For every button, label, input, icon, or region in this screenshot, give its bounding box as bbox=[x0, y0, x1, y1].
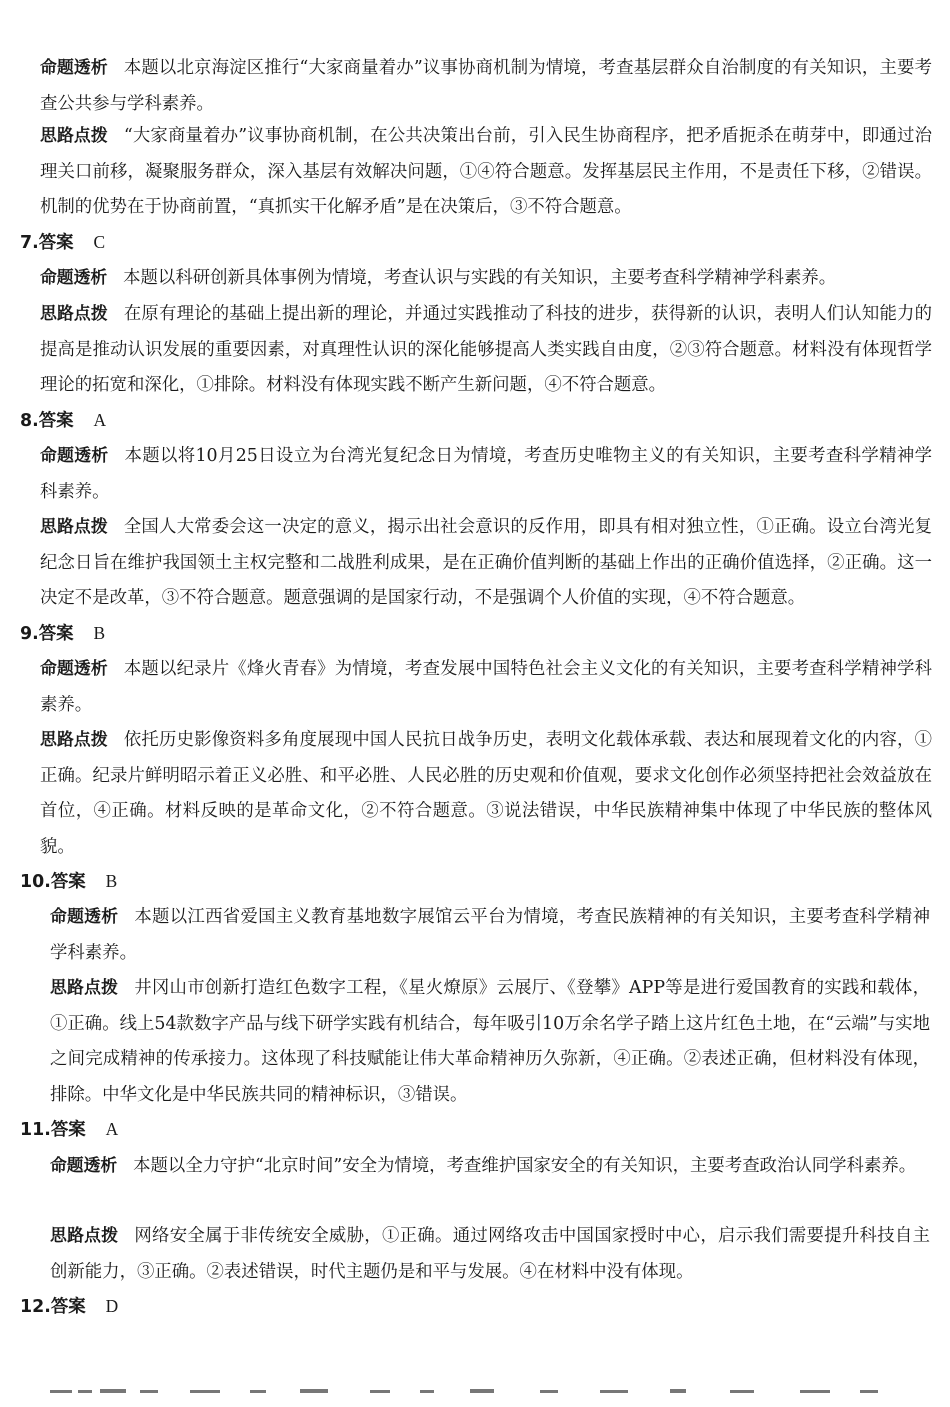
silu-text: 全国人大常委会这一决定的意义，揭示出社会意识的反作用，即具有相对独立性，①正确。设立台湾光复纪念日旨在维护我国领土主权完整和二战胜利成果，是在正确价值判断的基础上作出的正确价值选择，②正确。这一决定不是改革，③不符合题意。题意强调的是国家行动，不是强调个人价值的实现，④不符合题意。 bbox=[40, 517, 932, 609]
answer-label: 答案 bbox=[38, 233, 74, 253]
item-number: 8. bbox=[20, 411, 39, 431]
answer-value: D bbox=[105, 1296, 119, 1316]
item-number: 12. bbox=[20, 1297, 51, 1317]
item-number: 7. bbox=[20, 233, 39, 253]
intro-mingti bbox=[40, 50, 932, 122]
answer-value: C bbox=[93, 232, 106, 252]
mingti-label: 命题透析 bbox=[50, 1155, 118, 1175]
item-8-silu bbox=[40, 509, 932, 617]
mingti-text: 本题以北京海淀区推行“大家商量着办”议事协商机制为情境，考查基层群众自治制度的有关知识，主要考查公共参与学科素养。 bbox=[40, 58, 932, 114]
mingti-text: 本题以科研创新具体事例为情境，考查认识与实践的有关知识，主要考查科学精神学科素养。 bbox=[123, 268, 837, 288]
item-11-mingti bbox=[50, 1148, 930, 1185]
answer-value: B bbox=[105, 871, 118, 891]
silu-text: 井冈山市创新打造红色数字工程，《星火燎原》云展厅、《登攀》APP等是进行爱国教育的实践和载体，①正确。线上54款数字产品与线下研学实践有机结合，每年吸引10万余名学子踏上这片红色土地，在“云端”与实地之间完成精神的传承接力。这体现了科技赋能让伟大革命精神历久弥新，④正确。②表述正确，但材料没有体现，排除。中华文化是中华民族共同的精神标识，③错误。 bbox=[50, 978, 930, 1105]
answer-value: B bbox=[93, 623, 106, 643]
item-10-silu bbox=[50, 970, 930, 1113]
item-10-mingti bbox=[50, 899, 930, 971]
silu-text: 在原有理论的基础上提出新的理论，并通过实践推动了科技的进步，获得新的认识，表明人们认知能力的提高是推动认识发展的重要因素，对真理性认识的深化能够提高人类实践自由度，②③符合题意。材料没有体现哲学理论的拓宽和深化，①排除。材料没有体现实践不断产生新问题，④不符合题意。 bbox=[40, 304, 932, 396]
answer-label: 答案 bbox=[38, 411, 74, 431]
silu-label: 思路点拨 bbox=[40, 729, 108, 749]
silu-label: 思路点拨 bbox=[40, 516, 108, 536]
item-7-silu bbox=[40, 296, 932, 404]
mingti-text: 本题以全力守护“北京时间”安全为情境，考查维护国家安全的有关知识，主要考查政治认同学科素养。 bbox=[133, 1156, 917, 1176]
item-9-mingti bbox=[40, 651, 932, 723]
answer-line-8 bbox=[20, 403, 106, 440]
silu-label: 思路点拨 bbox=[50, 977, 119, 997]
answer-line-12 bbox=[20, 1289, 118, 1326]
item-8-mingti bbox=[40, 438, 932, 510]
mingti-label: 命题透析 bbox=[40, 267, 108, 287]
silu-label: 思路点拨 bbox=[50, 1225, 119, 1245]
silu-text: 依托历史影像资料多角度展现中国人民抗日战争历史，表明文化载体承载、表达和展现着文化的内容，①正确。纪录片鲜明昭示着正义必胜、和平必胜、人民必胜的历史观和价值观，要求文化创作必须坚持把社会效益放在首位，④正确。材料反映的是革命文化，②不符合题意。③说法错误，中华民族精神集中体现了中华民族的整体风貌。 bbox=[40, 730, 932, 857]
item-number: 9. bbox=[20, 624, 39, 644]
answer-line-11 bbox=[20, 1112, 118, 1149]
answer-line-9 bbox=[20, 616, 105, 653]
silu-text: 网络安全属于非传统安全威胁，①正确。通过网络攻击中国国家授时中心，启示我们需要提升科技自主创新能力，③正确。②表述错误，时代主题仍是和平与发展。④在材料中没有体现。 bbox=[50, 1226, 930, 1282]
answer-value: A bbox=[93, 410, 107, 430]
item-7-mingti bbox=[40, 260, 932, 297]
silu-label: 思路点拨 bbox=[40, 125, 108, 145]
item-number: 10. bbox=[20, 872, 51, 892]
item-9-silu bbox=[40, 722, 932, 865]
page-cut-edge bbox=[40, 1380, 910, 1396]
answer-label: 答案 bbox=[38, 624, 74, 644]
truncated-text-strokes bbox=[40, 1380, 910, 1396]
item-11-silu bbox=[50, 1218, 930, 1290]
silu-label: 思路点拨 bbox=[40, 303, 108, 323]
mingti-label: 命题透析 bbox=[40, 658, 108, 678]
mingti-text: 本题以江西省爱国主义教育基地数字展馆云平台为情境，考查民族精神的有关知识，主要考查科学精神学科素养。 bbox=[50, 907, 930, 963]
answer-line-7 bbox=[20, 225, 105, 262]
silu-text: “大家商量着办”议事协商机制，在公共决策出台前，引入民生协商程序，把矛盾扼杀在萌芽中，即通过治理关口前移，凝聚服务群众，深入基层有效解决问题，①④符合题意。发挥基层民主作用，不是责任下移，②错误。机制的优势在于协商前置，“真抓实干化解矛盾”是在决策后，③不符合题意。 bbox=[40, 126, 932, 218]
mingti-label: 命题透析 bbox=[50, 906, 119, 926]
answer-label: 答案 bbox=[50, 1297, 86, 1317]
item-number: 11. bbox=[20, 1120, 51, 1140]
answer-line-10 bbox=[20, 864, 117, 901]
answer-label: 答案 bbox=[50, 872, 86, 892]
intro-silu bbox=[40, 118, 932, 226]
mingti-label: 命题透析 bbox=[40, 445, 109, 465]
mingti-text: 本题以纪录片《烽火青春》为情境，考查发展中国特色社会主义文化的有关知识，主要考查科学精神学科素养。 bbox=[40, 659, 932, 715]
mingti-text: 本题以将10月25日设立为台湾光复纪念日为情境，考查历史唯物主义的有关知识，主要考查科学精神学科素养。 bbox=[40, 446, 932, 502]
mingti-label: 命题透析 bbox=[40, 57, 108, 77]
answer-value: A bbox=[105, 1119, 119, 1139]
answer-label: 答案 bbox=[50, 1120, 86, 1140]
